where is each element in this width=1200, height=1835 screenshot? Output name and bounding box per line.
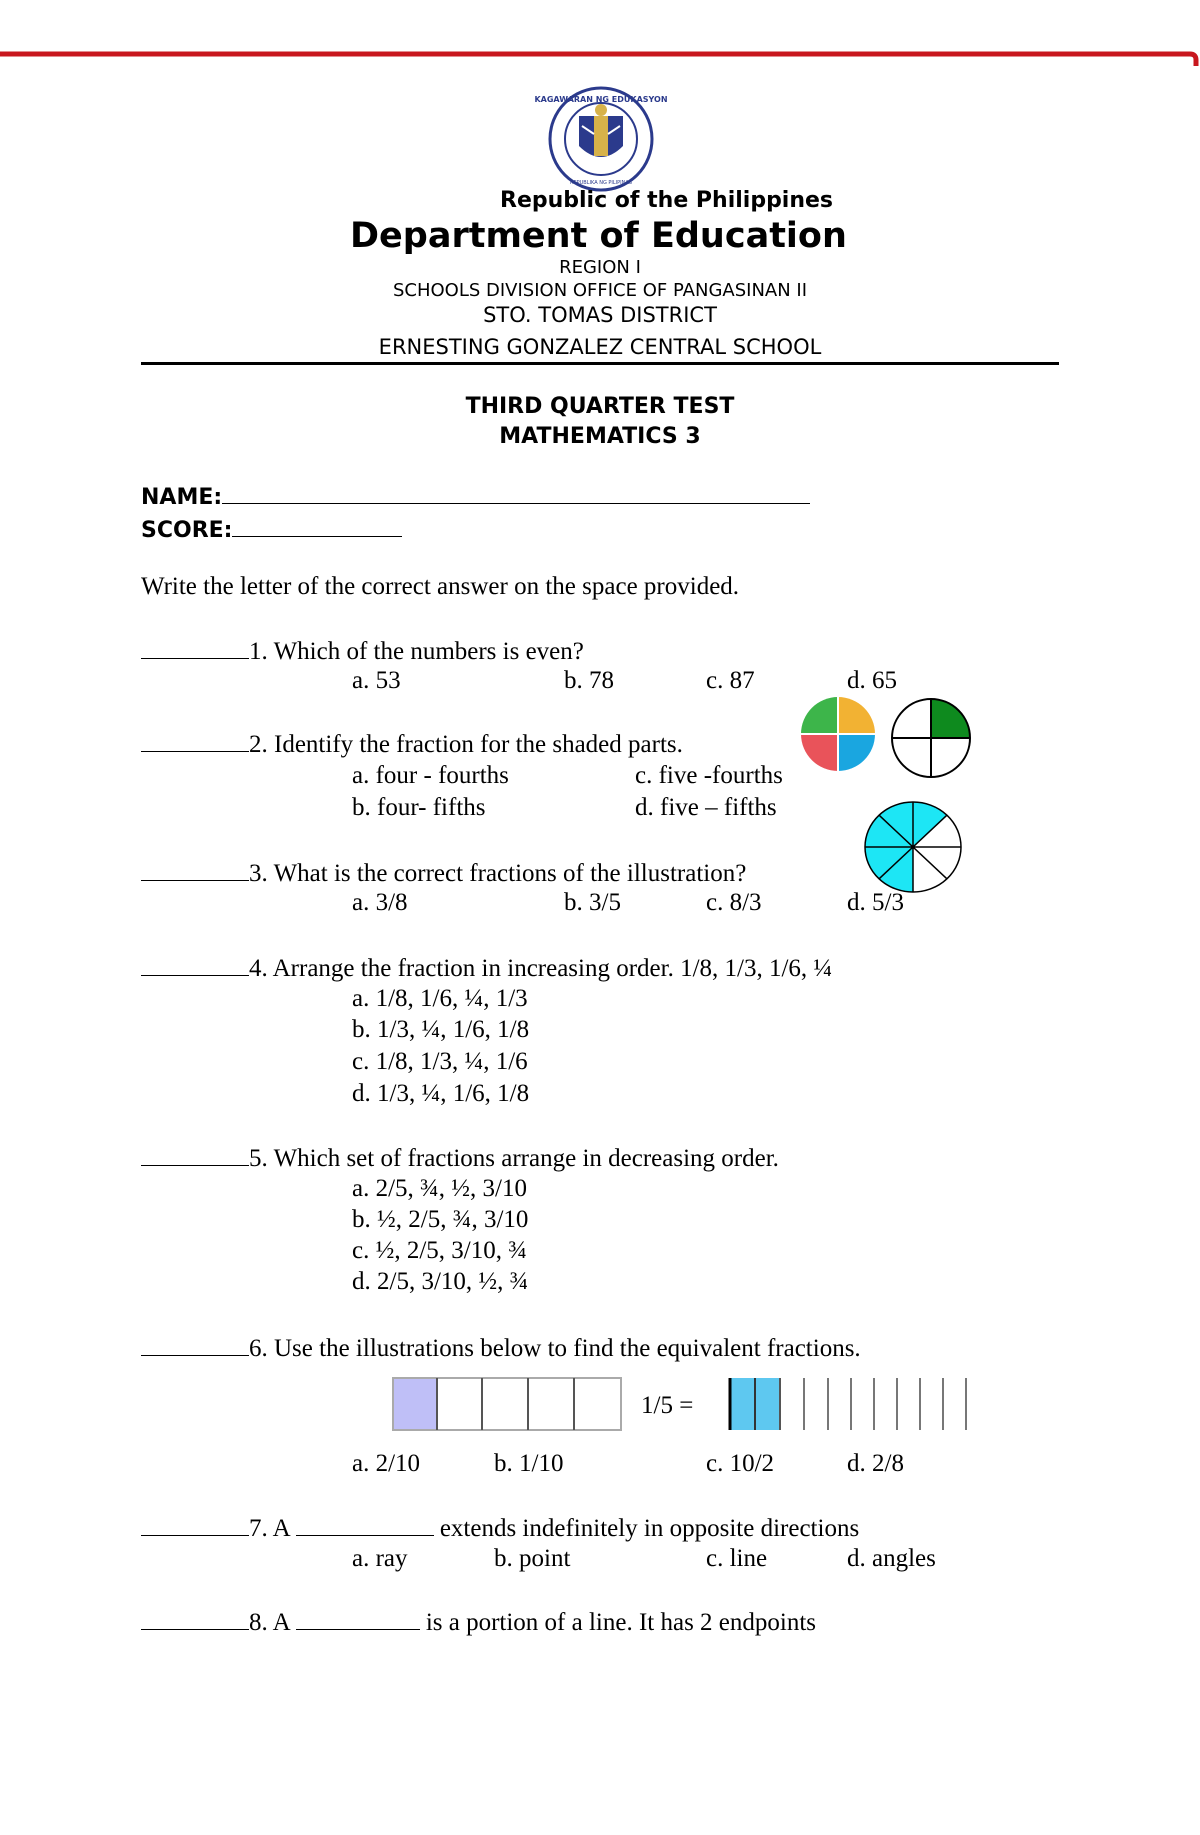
option-5b: b. ½, 2/5, ¾, 3/10 — [352, 1206, 529, 1233]
score-blank[interactable] — [232, 514, 402, 537]
question-number: 4. — [249, 955, 268, 982]
q2-pie-four-colored — [799, 695, 877, 773]
test-title: THIRD QUARTER TEST — [465, 394, 735, 419]
option-6d: d. 2/8 — [847, 1450, 904, 1477]
option-6c: c. 10/2 — [706, 1450, 775, 1477]
name-field[interactable] — [141, 481, 810, 510]
question-number: 6. — [249, 1335, 268, 1362]
question-3 — [141, 858, 746, 888]
division-line: SCHOOLS DIVISION OFFICE OF PANGASINAN II — [392, 280, 808, 301]
question-text: Use the illustrations below to find the equivalent fractions. — [274, 1335, 861, 1362]
answer-blank-5[interactable] — [141, 1143, 249, 1166]
option-1c: c. 87 — [706, 667, 755, 694]
option-7d: d. angles — [847, 1545, 936, 1572]
score-label: SCORE: — [141, 518, 233, 543]
option-2b: b. four- fifths — [352, 794, 486, 821]
question-text: What is the correct fractions of the illustration? — [273, 860, 747, 887]
option-4b: b. 1/3, ¼, 1/6, 1/8 — [352, 1016, 530, 1043]
question-6 — [141, 1333, 861, 1363]
name-blank[interactable] — [222, 481, 810, 504]
department-title: Department of Education — [350, 216, 847, 256]
option-4d: d. 1/3, ¼, 1/6, 1/8 — [352, 1080, 530, 1107]
question-1 — [141, 636, 584, 666]
option-3b: b. 3/5 — [564, 889, 621, 916]
score-field[interactable] — [141, 514, 402, 543]
option-3d: d. 5/3 — [847, 889, 904, 916]
option-5a: a. 2/5, ¾, ½, 3/10 — [352, 1175, 527, 1202]
fill-in-blank-7[interactable] — [296, 1513, 434, 1536]
option-2a: a. four - fourths — [352, 762, 509, 789]
district-line: STO. TOMAS DISTRICT — [483, 303, 717, 327]
question-text-before: A — [272, 1609, 290, 1636]
option-4a: a. 1/8, 1/6, ¼, 1/3 — [352, 985, 528, 1012]
region-line: REGION I — [559, 257, 641, 278]
option-4c: c. 1/8, 1/3, ¼, 1/6 — [352, 1048, 528, 1075]
deped-seal-logo — [534, 86, 668, 192]
question-4 — [141, 953, 832, 983]
option-1a: a. 53 — [352, 667, 401, 694]
republic-line: Republic of the Philippines — [500, 188, 834, 213]
question-text-before: A — [272, 1515, 290, 1542]
answer-blank-1[interactable] — [141, 636, 249, 659]
answer-blank-8[interactable] — [141, 1607, 249, 1630]
question-text: Which of the numbers is even? — [273, 638, 584, 665]
option-2c: c. five -fourths — [635, 762, 783, 789]
option-3a: a. 3/8 — [352, 889, 408, 916]
q3-pie-eighths — [860, 800, 966, 894]
option-7b: b. point — [494, 1545, 571, 1572]
question-number: 3. — [249, 860, 268, 887]
question-number: 8. — [249, 1609, 268, 1636]
school-line: ERNESTING GONZALEZ CENTRAL SCHOOL — [378, 335, 822, 359]
option-2d: d. five – fifths — [635, 794, 777, 821]
option-7a: a. ray — [352, 1545, 408, 1572]
svg-text:KAGAWARAN NG EDUKASYON: KAGAWARAN NG EDUKASYON — [534, 95, 668, 104]
q6-tenths-bar — [728, 1376, 976, 1432]
q6-equation: 1/5 = — [641, 1392, 694, 1419]
option-7c: c. line — [706, 1545, 768, 1572]
question-text: Arrange the fraction in increasing order. 1/8, 1/3, 1/6, ¼ — [272, 955, 833, 982]
question-text: Which set of fractions arrange in decreasing order. — [273, 1145, 779, 1172]
option-5c: c. ½, 2/5, 3/10, ¾ — [352, 1237, 527, 1264]
test-subject: MATHEMATICS 3 — [499, 424, 701, 449]
answer-blank-6[interactable] — [141, 1333, 249, 1356]
answer-blank-2[interactable] — [141, 729, 249, 752]
name-label: NAME: — [141, 485, 223, 510]
top-red-rule — [0, 40, 1200, 70]
option-6a: a. 2/10 — [352, 1450, 421, 1477]
question-text: Identify the fraction for the shaded parts. — [274, 731, 683, 758]
question-number: 1. — [249, 638, 268, 665]
header-divider — [141, 362, 1059, 365]
fill-in-blank-8[interactable] — [296, 1607, 420, 1630]
instruction-text: Write the letter of the correct answer on the space provided. — [141, 573, 740, 600]
question-number: 5. — [249, 1145, 268, 1172]
question-2 — [141, 729, 683, 759]
q2-pie-one-quarter — [890, 697, 972, 779]
option-3c: c. 8/3 — [706, 889, 762, 916]
option-6b: b. 1/10 — [494, 1450, 564, 1477]
question-number: 2. — [249, 731, 268, 758]
option-1d: d. 65 — [847, 667, 897, 694]
option-5d: d. 2/5, 3/10, ½, ¾ — [352, 1268, 529, 1295]
question-text-after: extends indefinitely in opposite directions — [439, 1515, 860, 1542]
question-7 — [141, 1513, 859, 1543]
answer-blank-7[interactable] — [141, 1513, 249, 1536]
svg-text:REPUBLIKA NG PILIPINAS: REPUBLIKA NG PILIPINAS — [570, 180, 632, 186]
question-text-after: is a portion of a line. It has 2 endpoints — [425, 1609, 817, 1636]
question-number: 7. — [249, 1515, 268, 1542]
answer-blank-4[interactable] — [141, 953, 249, 976]
q6-fifths-bar — [391, 1376, 623, 1432]
answer-blank-3[interactable] — [141, 858, 249, 881]
option-1b: b. 78 — [564, 667, 614, 694]
question-5 — [141, 1143, 779, 1173]
question-8 — [141, 1607, 816, 1637]
